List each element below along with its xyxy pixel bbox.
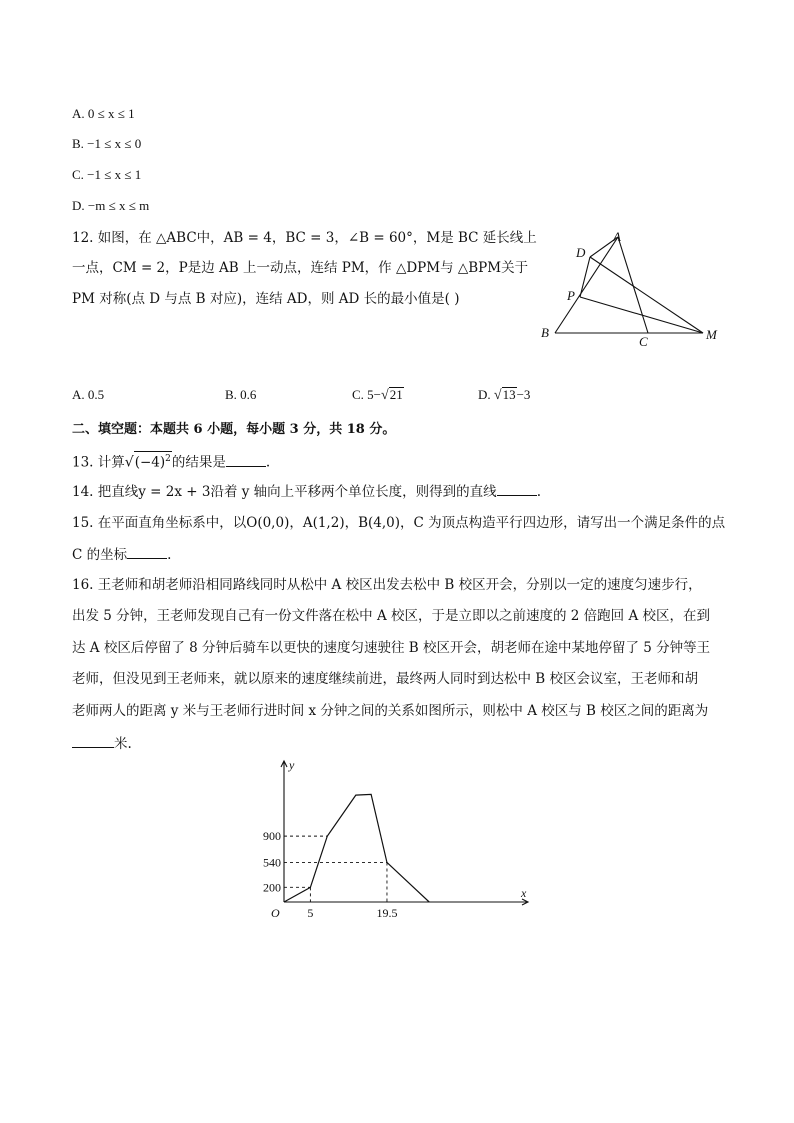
q11-option-d: D. −m ≤ x ≤ m: [72, 198, 150, 213]
label-b: B: [541, 325, 549, 340]
q12-option-a: A. 0.5: [72, 387, 105, 402]
q12-option-b: B. 0.6: [225, 387, 257, 402]
y-tick-label: 540: [263, 855, 281, 870]
q13-answer-blank[interactable]: [226, 452, 266, 467]
q16-distance-time-chart: [250, 755, 540, 925]
y-tick-label: 200: [263, 880, 281, 895]
q11-option-b: B. −1 ≤ x ≤ 0: [72, 136, 142, 151]
q13: 13. 计算$√(-4)^2$的结果是 .: [72, 451, 270, 473]
q11-option-c: C. −1 ≤ x ≤ 1: [72, 167, 142, 182]
q12-line-3: PM 对称(点 D 与点 B 对应)，连结 AD，则 AD 长的最小值是( ): [72, 291, 460, 307]
q16-line-5: 老师两人的距离 y 米与王老师行进时间 x 分钟之间的关系如图所示，则松中 A 校区与 B 校区之间的距离为: [72, 703, 709, 719]
q14-answer-blank[interactable]: [497, 481, 537, 496]
q16-answer-blank[interactable]: [72, 733, 114, 748]
y-tick-label: 900: [263, 829, 281, 844]
x-tick-label: 19.5: [376, 906, 398, 920]
q12-option-c: C. 5−√21: [352, 387, 403, 403]
q13-radicand: $(-4)^2$: [134, 451, 172, 470]
q11-option-a: A. 0 ≤ x ≤ 1: [72, 106, 135, 121]
q16-line-6: 米.: [72, 733, 132, 754]
section-2-heading: 二、填空题：本题共 6 小题，每小题 3 分，共 18 分。: [72, 422, 396, 437]
q12-geometry-figure: [535, 225, 725, 350]
q16-line-1: 16. 王老师和胡老师沿相同路线同时从松中 A 校区出发去松中 B 校区开会，分别以一定的速度匀速步行，: [72, 577, 702, 593]
y-axis-label: y: [289, 758, 295, 772]
label-d: D: [576, 245, 586, 260]
q16-line-2: 出发 5 分钟，王老师发现自己有一份文件落在松中 A 校区，于是立即以之前速度的 2 倍跑回 A 校区，在到: [72, 608, 711, 624]
q15-answer-blank[interactable]: [127, 544, 167, 559]
label-c: C: [639, 334, 648, 349]
series-line: [284, 794, 429, 902]
q12-option-d: D. √13−3: [478, 387, 531, 403]
origin-label: O: [271, 906, 280, 920]
q12-options: [72, 387, 592, 407]
segment-ac: [618, 237, 648, 333]
segment-dm: [590, 257, 703, 333]
q15-line-1: 15. 在平面直角坐标系中，以O(0,0)，A(1,2)，B(4,0)，C 为顶点构造平行四边形，请写出一个满足条件的点: [72, 515, 726, 531]
label-a: A: [613, 229, 621, 244]
segment-pm: [580, 297, 703, 333]
q15-line-2: C 的坐标 .: [72, 544, 171, 565]
segment-dp: [580, 257, 590, 297]
segment-ab: [555, 237, 618, 333]
q16-line-4: 老师，但没见到王老师来，就以原来的速度继续前进，最终两人同时到达松中 B 校区会议室，王老师和胡: [72, 671, 699, 687]
q12-line-2: 一点，CM = 2，P是边 AB 上一动点，连结 PM，作 △DPM与 △BPM关于: [72, 260, 529, 276]
x-axis-label: x: [521, 886, 527, 900]
q12-line-1: 12. 如图，在 △ABC中，AB = 4，BC = 3，∠B = 60°，M是 BC 延长线上: [72, 230, 537, 246]
x-tick-label: 5: [307, 906, 314, 920]
q16-line-3: 达 A 校区后停留了 8 分钟后骑车以更快的速度匀速驶往 B 校区开会，胡老师在途中某地停留了 5 分钟等王: [72, 640, 711, 656]
label-p: P: [567, 288, 575, 303]
label-m: M: [706, 327, 717, 342]
q14: 14. 把直线y = 2x + 3沿着 y 轴向上平移两个单位长度，则得到的直线 .: [72, 481, 541, 502]
